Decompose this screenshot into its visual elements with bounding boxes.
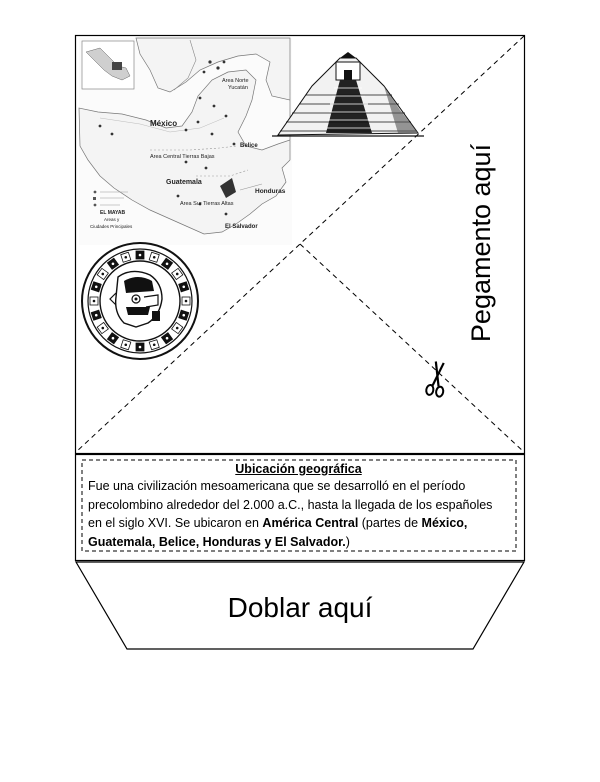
pyramid-illustration xyxy=(272,52,424,136)
glyph-dot xyxy=(182,314,185,317)
glyph-dot xyxy=(101,273,104,276)
scissors-icon xyxy=(426,361,449,397)
info-text: ) xyxy=(345,534,350,549)
map-label-mexico: México xyxy=(150,119,178,128)
city-dot xyxy=(177,195,180,198)
glyph-dot xyxy=(124,343,127,346)
glyph-dot xyxy=(166,262,169,265)
city-dot xyxy=(185,161,188,164)
glyph-dot xyxy=(95,285,98,288)
city-dot xyxy=(211,133,214,136)
fold-here-label: Doblar aquí xyxy=(227,592,373,623)
maya-calendar-glyph xyxy=(82,243,198,359)
city-dot xyxy=(99,125,102,128)
city-dot xyxy=(185,129,188,132)
info-text: Fue una civilización mesoamericana que se desarrolló en el período precolombino alrededor del 2.000 a.C., hasta la llegada de los españoles en el siglo XVI. Se ubicaron en xyxy=(88,479,493,530)
city-dot xyxy=(197,121,200,124)
maya-map xyxy=(79,38,292,245)
glyph-dot xyxy=(153,343,156,346)
glyph-dot xyxy=(139,254,142,257)
glue-here-label: Pegamento aquí xyxy=(466,143,496,343)
glyph-dot xyxy=(185,300,188,303)
info-body xyxy=(83,477,514,551)
legend-dot xyxy=(94,191,97,194)
city-dot xyxy=(225,213,228,216)
city-dot xyxy=(213,105,216,108)
city-dot xyxy=(223,61,226,64)
map-legend-title: EL MAYAB xyxy=(100,210,126,216)
glyph-dot xyxy=(112,262,115,265)
city-dot xyxy=(199,97,202,100)
info-box xyxy=(83,461,514,549)
glyph-dot xyxy=(139,346,142,349)
info-title: Ubicación geográfica xyxy=(235,462,362,476)
map-label-belice: Belice xyxy=(240,143,258,149)
map-legend-subtitle: Areas y xyxy=(104,217,120,222)
city-dot xyxy=(203,71,206,74)
map-label-area-central: Area Central Tierras Bajas xyxy=(150,154,215,160)
glyph-dot xyxy=(153,256,156,259)
info-bold-countries: México, Guatemala, Belice, Honduras y El Salvador. xyxy=(88,516,468,549)
info-bold-region: América Central xyxy=(262,516,359,530)
info-text: (partes de xyxy=(358,516,422,530)
map-label-guatemala: Guatemala xyxy=(166,179,202,186)
city-dot xyxy=(208,60,211,63)
glyph-dot xyxy=(176,273,179,276)
city-dot xyxy=(205,167,208,170)
glyph-dot xyxy=(93,300,96,303)
glyph-dot xyxy=(124,256,127,259)
legend-square xyxy=(93,197,96,200)
map-label-yucatan: Yucatán xyxy=(228,85,248,91)
city-dot xyxy=(225,115,228,118)
map-label-el-salvador: El Salvador xyxy=(225,224,258,230)
glyph-dot xyxy=(166,337,169,340)
glyph-dot xyxy=(101,327,104,330)
glyph-dot xyxy=(182,285,185,288)
map-label-area-sur: Area Sur Tierras Altas xyxy=(180,201,234,207)
legend-dot xyxy=(94,204,97,207)
map-legend-subtitle: Ciudades Principales xyxy=(90,224,133,229)
glyph-dot xyxy=(176,327,179,330)
glyph-dot xyxy=(112,337,115,340)
glyph-dot xyxy=(95,314,98,317)
city-dot xyxy=(111,133,114,136)
map-label-area-norte: Area Norte xyxy=(222,78,249,84)
city-dot xyxy=(233,143,236,146)
map-inset-highlight xyxy=(112,62,122,70)
city-dot xyxy=(216,66,219,69)
map-label-honduras: Honduras xyxy=(255,188,286,195)
